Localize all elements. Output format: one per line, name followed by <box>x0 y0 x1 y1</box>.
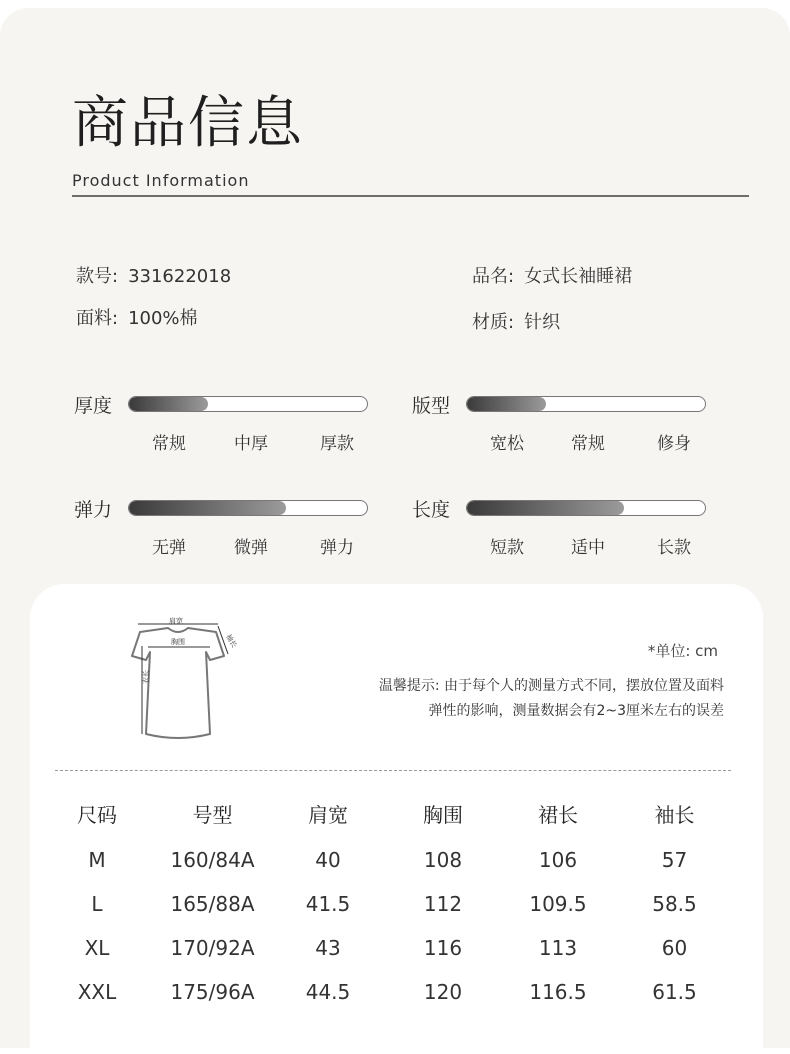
page-subtitle: Product Information <box>72 171 250 190</box>
scale-name: 弹力 <box>74 499 113 521</box>
scale-fill <box>129 501 286 515</box>
dashed-divider <box>55 770 731 771</box>
product-name <box>472 262 632 288</box>
col-sleeve: 袖长 <box>654 802 695 827</box>
table-cell: 61.5 <box>652 980 697 1004</box>
fabric-value: 100%棉 <box>128 308 198 329</box>
table-cell: 60 <box>661 936 688 960</box>
scale-label: 厚款 <box>320 434 354 454</box>
table-cell: 58.5 <box>652 892 697 916</box>
table-cell: L <box>91 892 103 916</box>
scale-bar <box>128 500 368 516</box>
table-cell: 116 <box>423 936 463 960</box>
table-cell: 41.5 <box>305 892 351 916</box>
fabric-label: 面料: <box>76 308 119 329</box>
scale-bar <box>466 500 706 516</box>
scale-label: 长款 <box>657 538 691 558</box>
tip-line: 温馨提示: 由于每个人的测量方式不同，摆放位置及面料 <box>378 678 724 694</box>
scale-label: 微弹 <box>234 538 268 558</box>
scale-name: 长度 <box>412 499 451 521</box>
style-number-value: 331622018 <box>128 266 232 287</box>
diagram-sleeve-label: 袖长 <box>224 633 238 650</box>
scale-bar <box>128 396 368 412</box>
dress-measurement-diagram <box>118 614 238 744</box>
scale-label: 中厚 <box>234 434 268 454</box>
table-cell: 175/96A <box>170 980 255 1004</box>
table-cell: 108 <box>423 848 463 872</box>
table-cell: 116.5 <box>529 980 587 1004</box>
col-bust: 胸围 <box>423 802 463 827</box>
scale-fill <box>129 397 208 411</box>
material <box>472 308 560 334</box>
page-title: 商品信息 <box>72 91 304 156</box>
diagram-shoulder-label: 肩宽 <box>169 617 183 625</box>
title-divider <box>72 195 749 197</box>
table-row <box>68 838 762 882</box>
table-cell: XXL <box>77 980 117 1004</box>
tip-line: 弹性的影响，测量数据会有2~3厘米左右的误差 <box>428 703 724 719</box>
table-cell: XL <box>84 936 110 960</box>
unit-note: *单位: cm <box>647 642 718 660</box>
col-shoulder: 肩宽 <box>308 802 348 827</box>
scale-label: 宽松 <box>490 434 524 454</box>
style-number <box>76 262 231 288</box>
table-cell: M <box>88 848 106 872</box>
scale-bar <box>466 396 706 412</box>
table-cell: 160/84A <box>170 848 255 872</box>
scale-name: 厚度 <box>74 395 113 417</box>
col-size: 尺码 <box>77 802 117 827</box>
col-model: 号型 <box>192 802 233 827</box>
scale-name: 版型 <box>412 395 451 417</box>
table-cell: 44.5 <box>305 980 351 1004</box>
table-cell: 120 <box>423 980 463 1004</box>
table-cell: 165/88A <box>170 892 255 916</box>
scale-label: 适中 <box>571 538 605 558</box>
table-cell: 109.5 <box>529 892 587 916</box>
table-header-row <box>68 796 762 838</box>
table-cell: 112 <box>423 892 463 916</box>
product-name-label: 品名: <box>472 266 515 287</box>
scale-label: 弹力 <box>320 538 354 558</box>
size-chart-panel <box>30 584 763 1054</box>
material-value: 针织 <box>524 312 561 333</box>
scale-label: 无弹 <box>152 538 186 558</box>
table-row <box>68 970 762 1014</box>
scale-label: 常规 <box>571 434 605 454</box>
table-cell: 170/92A <box>170 936 255 960</box>
col-length: 裙长 <box>538 802 578 827</box>
diagram-length-label: 衣长 <box>142 670 150 684</box>
size-table <box>68 796 762 1014</box>
product-name-value: 女式长袖睡裙 <box>524 266 633 287</box>
table-row <box>68 882 762 926</box>
table-cell: 57 <box>661 848 688 872</box>
material-label: 材质: <box>472 312 515 333</box>
scale-label: 常规 <box>152 434 186 454</box>
fabric <box>76 304 198 330</box>
table-cell: 40 <box>315 848 341 872</box>
diagram-bust-label: 胸围 <box>171 638 185 646</box>
table-cell: 106 <box>538 848 578 872</box>
table-cell: 43 <box>315 936 341 960</box>
scale-label: 修身 <box>657 434 691 454</box>
scale-fill <box>467 397 546 411</box>
measurement-tip <box>304 674 724 724</box>
scale-fill <box>467 501 624 515</box>
style-number-label: 款号: <box>76 266 119 287</box>
table-row <box>68 926 762 970</box>
scale-label: 短款 <box>490 538 524 558</box>
table-cell: 113 <box>538 936 578 960</box>
